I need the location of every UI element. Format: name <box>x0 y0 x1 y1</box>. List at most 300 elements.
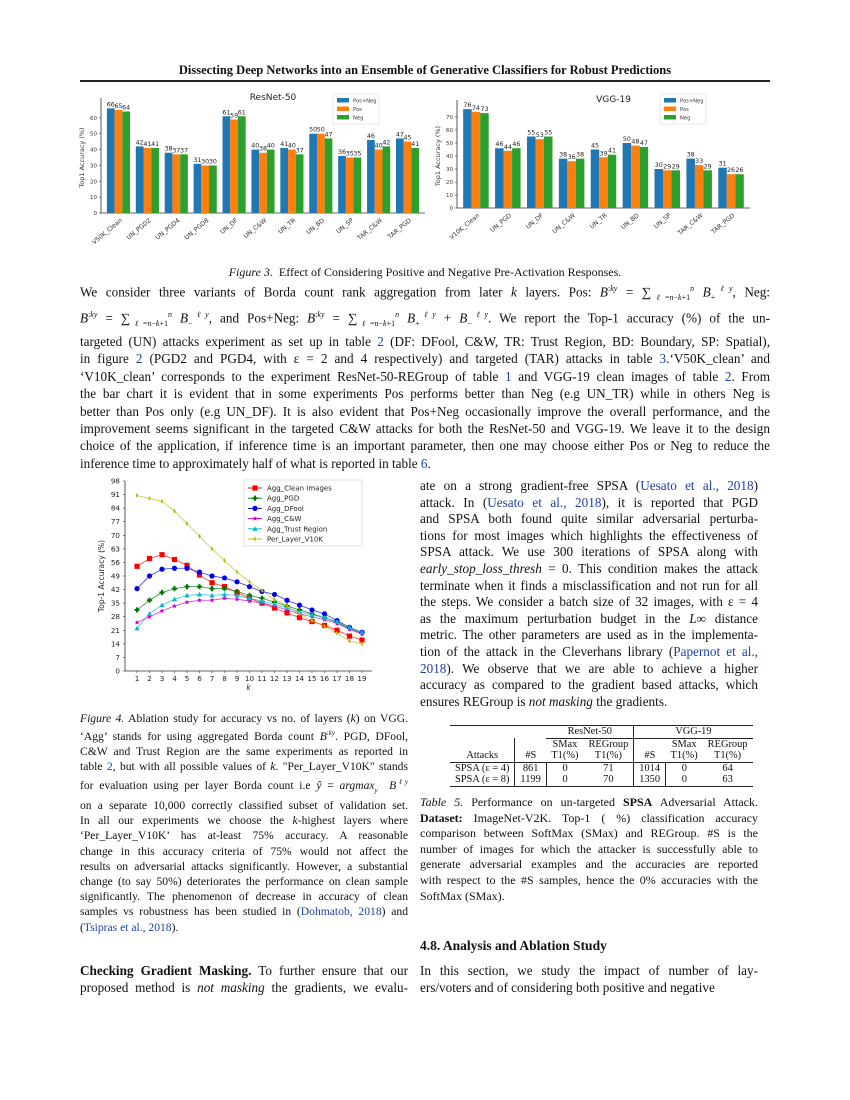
x-tick-label: 17 <box>332 674 342 683</box>
data-point <box>209 586 214 591</box>
bar-value-label: 30 <box>654 162 663 169</box>
chart-title: VGG-19 <box>596 95 631 105</box>
legend-swatch <box>337 98 349 103</box>
bar <box>280 148 288 213</box>
bar <box>480 113 489 208</box>
citation-link[interactable]: Papernot et al., <box>673 643 758 659</box>
legend-marker <box>252 485 257 490</box>
x-tick-label: 18 <box>344 674 355 683</box>
x-tick-label: 11 <box>257 674 267 683</box>
bar-value-label: 38 <box>576 151 585 159</box>
x-tick-label: UN_BD <box>305 217 327 237</box>
bar-value-label: 46 <box>366 133 375 141</box>
bar-value-label: 40 <box>251 142 260 150</box>
bar-value-label: 38 <box>258 145 268 153</box>
bar <box>354 158 362 214</box>
bar <box>623 143 632 208</box>
bar <box>288 150 296 213</box>
bar-value-label: 45 <box>590 142 600 150</box>
legend-swatch <box>337 115 349 120</box>
citation-link[interactable]: 2018 <box>420 660 447 676</box>
table-ref-link[interactable]: 1 <box>505 368 512 384</box>
y-tick-label: 40 <box>90 147 97 154</box>
bar <box>165 153 173 213</box>
bar <box>107 108 115 213</box>
legend-swatch <box>664 98 676 103</box>
y-axis-label: Top1 Accuracy (%) <box>78 127 86 188</box>
data-point <box>184 566 189 571</box>
bar-value-label: 55 <box>527 129 536 137</box>
bar <box>663 170 672 208</box>
legend-label: Agg_Clean Images <box>267 484 332 493</box>
table5-col-header: T1(%) <box>583 750 633 762</box>
x-tick-label: 5 <box>184 674 190 683</box>
bar <box>591 150 600 209</box>
bar-value-label: 47 <box>324 131 333 139</box>
y-tick-label: 77 <box>110 517 120 527</box>
bar <box>382 146 390 213</box>
bar <box>346 158 354 214</box>
data-point <box>172 566 177 571</box>
data-point <box>197 570 202 575</box>
data-point <box>198 534 201 539</box>
x-tick-label: UN_DF <box>524 212 546 231</box>
bar-value-label: 48 <box>631 138 640 146</box>
data-point <box>211 546 214 551</box>
y-tick-label: 91 <box>110 490 120 500</box>
bar-value-label: 64 <box>122 104 131 112</box>
bar-value-label: 61 <box>237 109 246 117</box>
bar <box>495 148 504 208</box>
legend-label: Agg_PGD <box>267 494 300 503</box>
x-tick-label: 19 <box>357 674 367 683</box>
bar-value-label: 38 <box>686 151 695 159</box>
x-tick-label: TAR_C&W <box>356 217 384 242</box>
bar-value-label: 26 <box>727 167 736 175</box>
bar-value-label: 30 <box>201 158 210 166</box>
data-point <box>234 579 239 584</box>
bar-value-label: 73 <box>480 106 489 114</box>
bar <box>527 137 536 209</box>
legend-label: Agg_C&W <box>267 515 302 524</box>
bar-value-label: 50 <box>316 126 325 134</box>
bar-value-label: 40 <box>287 142 296 150</box>
data-point <box>185 600 190 605</box>
x-tick-label: 14 <box>294 674 305 683</box>
data-point <box>309 607 314 612</box>
bar-value-label: 29 <box>703 163 712 171</box>
table-row: SPSA (ε = 8) 1199 0 70 1350 0 63 <box>450 774 753 786</box>
y-tick-label: 0 <box>93 211 97 217</box>
x-tick-label: V50K_Clean <box>91 217 124 247</box>
bar-value-label: 41 <box>411 140 420 148</box>
bar <box>735 174 744 208</box>
bar-value-label: 41 <box>151 140 160 148</box>
bar-value-label: 35 <box>345 150 354 158</box>
figure3-caption-text: Effect of Considering Positive and Negative Pre-Activation Responses. <box>278 265 622 279</box>
bar <box>608 155 617 208</box>
y-tick-label: 42 <box>110 585 120 595</box>
gradient-masking-paragraph: Checking Gradient Masking. To further ensure that our proposed method is not masking the gradients, we evalu- <box>80 963 409 996</box>
bar <box>201 165 209 213</box>
figure3-label: Figure 3. <box>228 265 273 279</box>
bar-value-label: 41 <box>280 140 289 148</box>
bar <box>567 161 576 208</box>
y-tick-label: 70 <box>110 530 120 540</box>
y-tick-label: 20 <box>90 179 97 186</box>
bar <box>718 168 727 208</box>
bar-value-label: 53 <box>535 132 544 140</box>
bar-value-label: 39 <box>599 150 608 158</box>
bar <box>472 112 481 208</box>
bar <box>325 138 333 213</box>
x-tick-label: UN_SP <box>652 212 673 231</box>
bar-value-label: 59 <box>230 112 239 120</box>
y-tick-label: 21 <box>110 625 120 635</box>
data-point <box>159 567 164 572</box>
x-tick-label: TAR_C&W <box>676 212 705 237</box>
bar <box>504 151 513 208</box>
data-point <box>197 584 202 589</box>
table5-group-header: ResNet-50 <box>546 726 633 739</box>
y-tick-label: 63 <box>110 544 120 554</box>
x-tick-label: 1 <box>134 674 140 683</box>
x-tick-label: 12 <box>269 674 280 683</box>
spsa-paragraph: ate on a strong gradient-free SPSA (Uesato et al., 2018) attack. In (Uesato et al., 2018), it is reported that PGD and SPSA both found quite similar adversarial perturba- tions for most images which highlights the effectiveness of SPSA attack. We use 300 iterations of SPSA along with early_stop_loss_thresh = 0. This condition makes the attack terminate when it finds a misclassification and not run for all the steps. We consider a batch size of 32 images, with ε = 4 as the maximum perturbation budget in the L∞ distance metric. The other parameters are used as in the implementa- tion of the attack in the Cleverhans library (Papernot et al., 2018). We observe that we are able to achieve a higher accuracy as compared to the gradient based attacks, which ensures REGroup is not masking the gradients. <box>420 478 758 709</box>
x-tick-label: 10 <box>244 674 255 683</box>
x-tick-label: UN_PGD4 <box>154 217 182 242</box>
bar-value-label: 37 <box>172 147 181 155</box>
bar <box>367 140 375 213</box>
data-point <box>248 579 251 584</box>
x-tick-label: UN_BD <box>619 212 641 232</box>
figure-ref-link[interactable]: 2 <box>135 351 143 367</box>
bar-value-label: 36 <box>567 154 576 162</box>
data-point <box>160 608 165 613</box>
y-tick-label: 60 <box>446 128 453 134</box>
bar <box>209 165 217 213</box>
bar-value-label: 36 <box>338 148 347 156</box>
y-tick-label: 0 <box>449 206 453 212</box>
table5-col-header: #S <box>634 750 666 762</box>
table-ref-link[interactable]: 2 <box>724 368 732 384</box>
y-tick-label: 84 <box>110 503 120 513</box>
table5-col-header: #S <box>515 750 546 762</box>
table-ref-link[interactable]: 6 <box>420 455 428 471</box>
bar <box>223 116 231 213</box>
x-tick-label: TAR_PGD <box>710 212 737 236</box>
table-ref-link[interactable]: 3 <box>659 351 667 367</box>
table5-spsa-results <box>450 725 753 787</box>
bar-value-label: 41 <box>143 140 152 148</box>
citation-link[interactable]: Uesato et al., 2018 <box>640 478 754 493</box>
bar <box>686 159 695 208</box>
table5-subheader: REGroup <box>707 738 748 750</box>
x-tick-label: 13 <box>282 674 292 683</box>
data-point <box>134 564 139 569</box>
y-tick-label: 28 <box>110 612 120 622</box>
legend-swatch <box>337 107 349 112</box>
table5-subheader: SMax <box>671 738 697 750</box>
bar-value-label: 30 <box>208 158 217 166</box>
y-tick-label: 40 <box>446 154 453 160</box>
table5-subheader: REGroup <box>583 738 633 750</box>
y-tick-label: 10 <box>90 195 97 202</box>
y-tick-label: 98 <box>110 476 120 486</box>
bar-value-label: 31 <box>193 156 202 164</box>
y-axis-label: Top-1 Accuracy (%) <box>97 539 106 613</box>
bar <box>672 170 681 208</box>
bar <box>576 159 585 208</box>
bar-value-label: 42 <box>382 139 391 147</box>
x-tick-label: UN_PGD2 <box>125 217 153 242</box>
x-tick-label: 4 <box>172 674 177 683</box>
table5-col-header: T1(%) <box>703 750 753 762</box>
vgg19-bar-chart <box>432 90 767 250</box>
table-ref-link[interactable]: 2 <box>377 333 384 349</box>
bar <box>317 134 325 213</box>
bar <box>259 153 267 213</box>
bar <box>238 116 246 213</box>
bar <box>172 154 180 213</box>
bar-value-label: 35 <box>353 150 362 158</box>
bar-value-label: 42 <box>135 139 144 147</box>
bar <box>122 112 130 213</box>
y-tick-label: 0 <box>115 666 120 676</box>
header-rule <box>80 80 770 82</box>
bar <box>396 138 404 213</box>
data-point <box>297 602 302 607</box>
bar-value-label: 37 <box>179 147 188 155</box>
data-point <box>134 586 139 591</box>
x-tick-label: 16 <box>319 674 330 683</box>
bar-value-label: 46 <box>512 141 521 149</box>
bar <box>463 109 472 208</box>
x-tick-label: 15 <box>307 674 317 683</box>
x-tick-label: 2 <box>147 674 152 683</box>
bar <box>267 150 275 213</box>
bar-value-label: 61 <box>222 109 231 117</box>
bar-value-label: 55 <box>544 129 553 137</box>
figure3-caption <box>80 265 770 280</box>
bar-value-label: 26 <box>735 167 744 175</box>
data-point <box>186 521 189 526</box>
bar-value-label: 41 <box>607 147 617 155</box>
y-tick-label: 30 <box>446 167 453 173</box>
table5-col-header: T1(%) <box>666 750 703 762</box>
bar-value-label: 50 <box>622 136 631 143</box>
citation-link[interactable]: Dohmatob, 2018 <box>300 905 382 919</box>
data-point <box>172 557 177 562</box>
data-point <box>172 586 177 591</box>
data-point <box>247 584 252 589</box>
table-ref-link[interactable]: 2 <box>106 760 113 774</box>
section-48-paragraph: In this section, we study the impact of number of lay- ers/voters and of considering both positive and negative <box>420 963 758 996</box>
x-tick-label: UN_C&W <box>242 217 269 241</box>
table5-group-header: VGG-19 <box>634 726 753 739</box>
x-axis-label: k <box>246 683 251 692</box>
figure3-discussion-paragraph: We consider three variants of Borda count rank aggregation from later k layers. Pos: $B^{:ky} = \sum_{\ell=n-k+1}^n$ $B_+^{\ell y}$, Neg: $B^{:ky} = \sum_{\ell=n-k+1}^n$ $B_-^{\ell y}$, and Pos+Neg: $B^{:ky} = \sum_{\ell=n-k+1}^n$ $B_+^{\ell y} + B_-^{\ell y}$. We report the Top-1 accuracy (%) of the un- targeted (UN) attacks experiment as set up in table 2 (DF: DFool, C&W, TR: Trust Region, BD: Boundary, SP: Spatial), in figure 2 (PGD2 and PGD4, with ε = 2 and 4 respectively) and targeted (TAR) attacks in table 3.‘V50K_clean’ and ‘V10K_clean’ corresponds to the experiment ResNet-50-REGroup of table 1 and VGG-19 clean images of table 2. From the bar chart it is evident that in some experiments Pos performs better than Neg (e.g UN_TR) while in others Neg is better than Pos only (e.g UN_DF). It is also evident that Pos+Neg occasionally improve the overall performance, and the improvement seems significant in the targeted C&W attacks for both the ResNet-50 and VGG-19. We leave it to the design choice of the application, if inference time is an important parameter, then one may choose either Pos or Neg to reduce the inference time to approximately half of what is reported in table 6. <box>80 284 771 471</box>
bar <box>115 110 123 213</box>
bar <box>411 148 419 213</box>
bar <box>512 148 521 208</box>
y-tick-label: 14 <box>110 639 120 649</box>
x-tick-label: 8 <box>222 674 227 683</box>
figure4-caption: Figure 4. Ablation study for accuracy vs no. of layers (k) on VGG. ‘Agg’ stands for using aggregated Borda count $B^{:ky}$. PGD, DFool, C&W and Trust Region are the same experiments as reported in table 2, but with all possible values of k. "Per_Layer_V10K" stands for evaluation using per layer Borda count i.e ŷ = argmax$_y$ $B^{\ell y}$ on a separate 10,000 correctly classified subset of validation set. In all our experiments we choose the k-highest layers where ‘Per_Layer_V10K’ has at-least 75% accuracy. A reasonable change in this accuracy criteria of 75% would not affect the results on adversarial attacks significantly. However, a substantial change (to say 50%) deteriorates the performance on clean sample significantly. The phenomenon of decrease in accuracy of clean samples vs robustness has been studied in (Dohmatob, 2018) and (Tsipras et al., 2018). <box>80 712 409 934</box>
y-tick-label: 50 <box>446 141 453 147</box>
data-point <box>173 508 176 513</box>
bar-value-label: 47 <box>395 131 404 139</box>
legend-label: Pos <box>353 107 362 113</box>
data-point <box>161 499 164 504</box>
citation-link[interactable]: Uesato et al., 2018 <box>487 494 602 510</box>
bar-value-label: 44 <box>503 143 512 151</box>
data-point <box>147 573 152 578</box>
table5-col-header: Attacks <box>450 750 515 762</box>
bar <box>727 174 736 208</box>
citation-link[interactable]: Tsipras et al., 2018 <box>83 920 172 934</box>
legend-swatch <box>664 115 676 120</box>
y-tick-label: 35 <box>110 598 120 608</box>
data-point <box>223 558 226 563</box>
x-tick-label: UN_DF <box>219 217 240 236</box>
data-point <box>159 590 164 595</box>
bar <box>136 146 144 213</box>
data-point <box>272 592 277 597</box>
data-point <box>136 493 139 498</box>
bar <box>296 154 304 213</box>
y-tick-label: 50 <box>90 131 97 138</box>
x-tick-label: 6 <box>197 674 202 683</box>
bar <box>180 154 188 213</box>
y-tick-label: 60 <box>90 115 97 122</box>
bar-value-label: 38 <box>164 145 173 153</box>
bar <box>640 147 649 208</box>
bar <box>194 164 202 213</box>
x-tick-label: TAR_PGD <box>386 217 413 241</box>
bar-value-label: 33 <box>695 158 704 166</box>
bar-value-label: 47 <box>639 139 648 147</box>
bar-value-label: 74 <box>471 104 480 112</box>
data-point <box>197 598 202 603</box>
legend-swatch <box>664 107 676 112</box>
bar <box>599 157 608 208</box>
y-axis-label: Top1 Accuracy (%) <box>434 125 442 187</box>
data-point <box>284 598 289 603</box>
x-tick-label: UN_SP <box>335 217 356 236</box>
bar <box>144 148 152 213</box>
bar <box>703 170 712 208</box>
y-tick-label: 56 <box>110 557 120 567</box>
bar-value-label: 29 <box>663 163 672 171</box>
bar <box>404 142 412 213</box>
x-tick-label: UN_TR <box>277 217 298 236</box>
series-agg-pgd <box>134 584 364 636</box>
data-point <box>147 556 152 561</box>
bar-value-label: 40 <box>266 142 275 150</box>
bar-value-label: 37 <box>295 147 304 155</box>
bar-value-label: 40 <box>374 142 383 150</box>
legend-marker <box>252 506 257 511</box>
y-tick-label: 49 <box>110 571 120 581</box>
bar-value-label: 46 <box>495 141 504 149</box>
bar-value-label: 29 <box>671 163 680 171</box>
x-tick-label: UN_C&W <box>551 212 577 236</box>
legend-label: Neg <box>680 115 691 122</box>
bar-value-label: 45 <box>403 134 412 142</box>
legend-label: Agg_Trust Region <box>267 525 328 534</box>
data-point <box>222 575 227 580</box>
y-tick-label: 20 <box>446 180 453 186</box>
section-heading: 4.8. Analysis and Ablation Study <box>420 938 607 953</box>
legend-label: Per_Layer_V10K <box>267 535 323 544</box>
resnet50-bar-chart <box>75 90 430 250</box>
table5-subheader: SMax <box>552 738 578 750</box>
bar-value-label: 76 <box>463 102 472 110</box>
layers-ablation-line-chart <box>92 472 392 697</box>
gradient-masking-heading: Checking Gradient Masking. <box>80 963 252 978</box>
x-tick-label: 9 <box>234 674 240 683</box>
data-point <box>197 592 202 597</box>
x-tick-label: V10K_Clean <box>448 212 482 242</box>
x-tick-label: UN_PGD8 <box>183 217 211 242</box>
bar <box>544 137 553 209</box>
data-point <box>222 592 227 597</box>
x-tick-label: 7 <box>209 674 215 683</box>
data-point <box>209 573 214 578</box>
data-point <box>159 552 164 557</box>
bar-value-label: 65 <box>114 102 123 110</box>
legend-label: Agg_DFool <box>267 504 304 513</box>
bar <box>631 146 640 208</box>
x-tick-label: 3 <box>159 674 165 683</box>
data-point <box>347 634 352 639</box>
bar-value-label: 50 <box>309 126 318 134</box>
y-tick-label: 70 <box>446 115 453 121</box>
legend-label: Pos+Neg <box>353 98 377 105</box>
data-point <box>172 603 177 608</box>
chart-title: ResNet-50 <box>249 93 297 103</box>
table-row: SPSA (ε = 4) 861 0 71 1014 0 64 <box>450 762 753 774</box>
y-tick-label: 7 <box>115 652 120 662</box>
running-header: Dissecting Deep Networks into an Ensemble of Generative Classifiers for Robust Predictions <box>178 63 672 77</box>
bar-value-label: 66 <box>106 101 115 109</box>
y-tick-label: 30 <box>90 163 97 170</box>
data-point <box>236 570 239 575</box>
data-point <box>135 620 140 625</box>
x-tick-label: UN_PGD <box>489 212 514 234</box>
bar-value-label: 31 <box>718 160 727 168</box>
legend-label: Pos+Neg <box>680 98 704 105</box>
data-point <box>184 584 189 589</box>
bar <box>559 159 568 208</box>
data-point <box>209 580 214 585</box>
table5-caption: Table 5. Performance on un-targeted SPSA Adversarial Attack. Dataset: ImageNet-V2K. Top-1 ( %) classification accuracy comparison between SoftMax (SMax) and REGroup. #S is the number of images for which the attacker is successfully able to generate adversarial examples and the accuracies are reported with respect to the #S samples, hence the 0% accuracies with the SoftMax (SMax). <box>420 795 758 903</box>
table5-col-header: T1(%) <box>546 750 583 762</box>
bar <box>655 169 664 208</box>
x-tick-label: UN_TR <box>588 212 609 231</box>
data-point <box>159 602 164 607</box>
bar <box>230 119 238 213</box>
data-point <box>210 598 215 603</box>
bar-value-label: 38 <box>559 151 568 159</box>
bar <box>695 165 704 208</box>
data-point <box>148 496 151 501</box>
legend-label: Neg <box>353 115 364 122</box>
data-point <box>348 638 351 643</box>
data-point <box>147 611 152 616</box>
bar <box>309 134 317 213</box>
